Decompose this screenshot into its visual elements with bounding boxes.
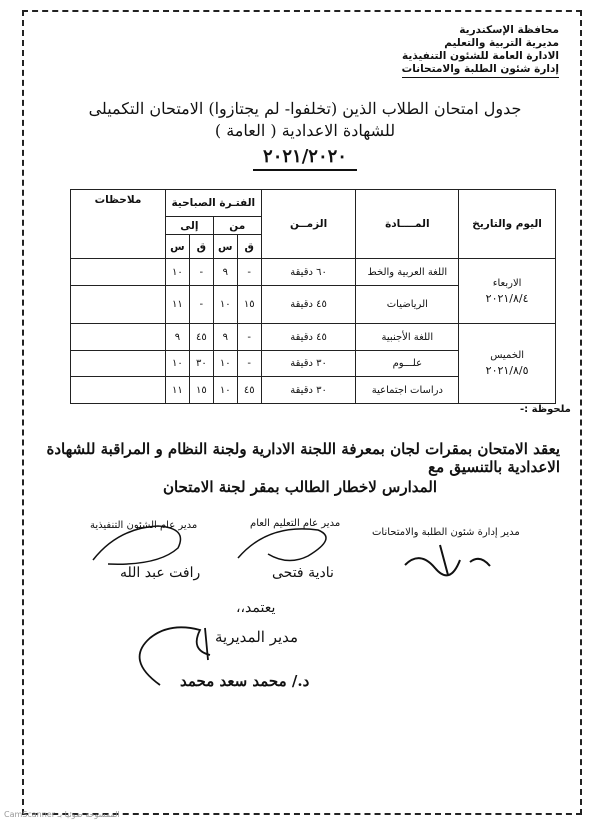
notes-cell — [71, 377, 166, 404]
from-q-cell: - — [237, 259, 261, 286]
directorate-head-title: مدير المديرية — [215, 628, 299, 646]
document-title — [70, 98, 540, 171]
from-q-cell: - — [237, 324, 261, 351]
to-s-cell: ١١ — [165, 286, 189, 324]
day-date: ٢٠٢١/٨/٥ — [485, 364, 529, 377]
directorate-line: مديرية التربية والتعليم — [444, 37, 559, 49]
department-line: الادارة العامة للشئون التنفيذية — [402, 50, 559, 62]
subject-cell: اللغة العربية والخط — [356, 259, 459, 286]
subject-cell: اللغة الأجنبية — [356, 324, 459, 351]
day-name: الخميس — [490, 350, 525, 361]
from-s-cell: ٩ — [213, 324, 237, 351]
to-s-cell: ١٠ — [165, 259, 189, 286]
from-q-cell: ٤٥ — [237, 377, 261, 404]
to-q-cell: - — [189, 286, 213, 324]
day-name: الاربعاء — [492, 277, 522, 289]
to-s-cell: ١٠ — [165, 351, 189, 377]
instruction-paragraph-1: يعقد الامتحان بمقرات لجان بمعرفة اللجنة الادارية ولجنة النظام و المراقبة للشهادة الاعدادية بالتنسيق مع — [46, 440, 560, 476]
to-s-cell: ١١ — [165, 377, 189, 404]
unit-line: إدارة شئون الطلبة والامتحانات — [402, 63, 559, 78]
from-s-cell: ١٠ — [213, 377, 237, 404]
header-duration: الزمــن — [261, 190, 356, 259]
duration-cell: ٦٠ دقيقة — [261, 259, 356, 286]
from-s-cell: ١٠ — [213, 286, 237, 324]
table-row — [71, 259, 556, 286]
duration-cell: ٣٠ دقيقة — [261, 377, 356, 404]
subject-cell: الرياضيات — [356, 286, 459, 324]
header-from: من — [213, 217, 261, 235]
title-line-2: للشهادة الاعدادية ( العامة ) — [214, 121, 396, 140]
header-from-q: ق — [237, 235, 261, 259]
duration-cell: ٣٠ دقيقة — [261, 351, 356, 377]
subject-cell: دراسات اجتماعية — [356, 377, 459, 404]
duration-cell: ٤٥ دقيقة — [261, 324, 356, 351]
from-s-cell: ٩ — [213, 259, 237, 286]
header-notes: ملاحظات — [71, 190, 166, 259]
academic-year: ٢٠٢١/٢٠٢٠ — [253, 146, 357, 171]
notes-cell — [71, 286, 166, 324]
notes-cell — [71, 351, 166, 377]
notes-cell — [71, 259, 166, 286]
to-s-cell: ٩ — [165, 324, 189, 351]
to-q-cell: ١٥ — [189, 377, 213, 404]
general-ed-director-label: مدير عام التعليم العام — [250, 518, 341, 529]
title-line-1: جدول امتحان الطلاب الذين (تخلفوا- لم يجتازوا) الامتحان التكميلى — [88, 99, 522, 118]
to-q-cell: ٤٥ — [189, 324, 213, 351]
header-subject: المــــادة — [356, 190, 459, 259]
to-q-cell: - — [189, 259, 213, 286]
header-from-s: س — [213, 235, 237, 259]
scanner-watermark: CamScanner الممسوحة ضوئيا بـ — [4, 810, 120, 819]
directorate-head-name: د./ محمد سعد محمد — [180, 672, 310, 690]
day-cell — [459, 259, 556, 324]
executive-director-label: مدير عام الشئون التنفيذية — [90, 520, 198, 531]
day-cell — [459, 324, 556, 404]
notes-cell — [71, 324, 166, 351]
duration-cell: ٤٥ دقيقة — [261, 286, 356, 324]
approval-text: يعتمد،، — [236, 600, 276, 616]
day-date: ٢٠٢١/٨/٤ — [485, 291, 529, 305]
header-to-s: س — [165, 235, 189, 259]
instruction-paragraph-2: المدارس لاخطار الطالب بمقر لجنة الامتحان — [162, 478, 438, 496]
from-q-cell: ١٥ — [237, 286, 261, 324]
governorate-line: محافظة الإسكندرية — [459, 24, 559, 36]
header-to: إلى — [165, 217, 213, 235]
table-row — [71, 324, 556, 351]
to-q-cell: ٣٠ — [189, 351, 213, 377]
affairs-director-label: مدير إدارة شئون الطلبة والامتحانات — [372, 527, 520, 538]
header-period: الفتـرة الصباحية — [165, 190, 261, 217]
header-day: اليوم والتاريخ — [459, 190, 556, 259]
general-ed-director-name: نادية فتحى — [272, 565, 334, 581]
subject-cell: علـــوم — [356, 351, 459, 377]
letterhead — [402, 24, 559, 78]
from-q-cell: - — [237, 351, 261, 377]
exam-schedule-table — [70, 189, 556, 404]
from-s-cell: ١٠ — [213, 351, 237, 377]
executive-director-name: رافت عبد الله — [120, 565, 201, 581]
note-label: ملحوظة :- — [520, 404, 571, 415]
header-to-q: ق — [189, 235, 213, 259]
